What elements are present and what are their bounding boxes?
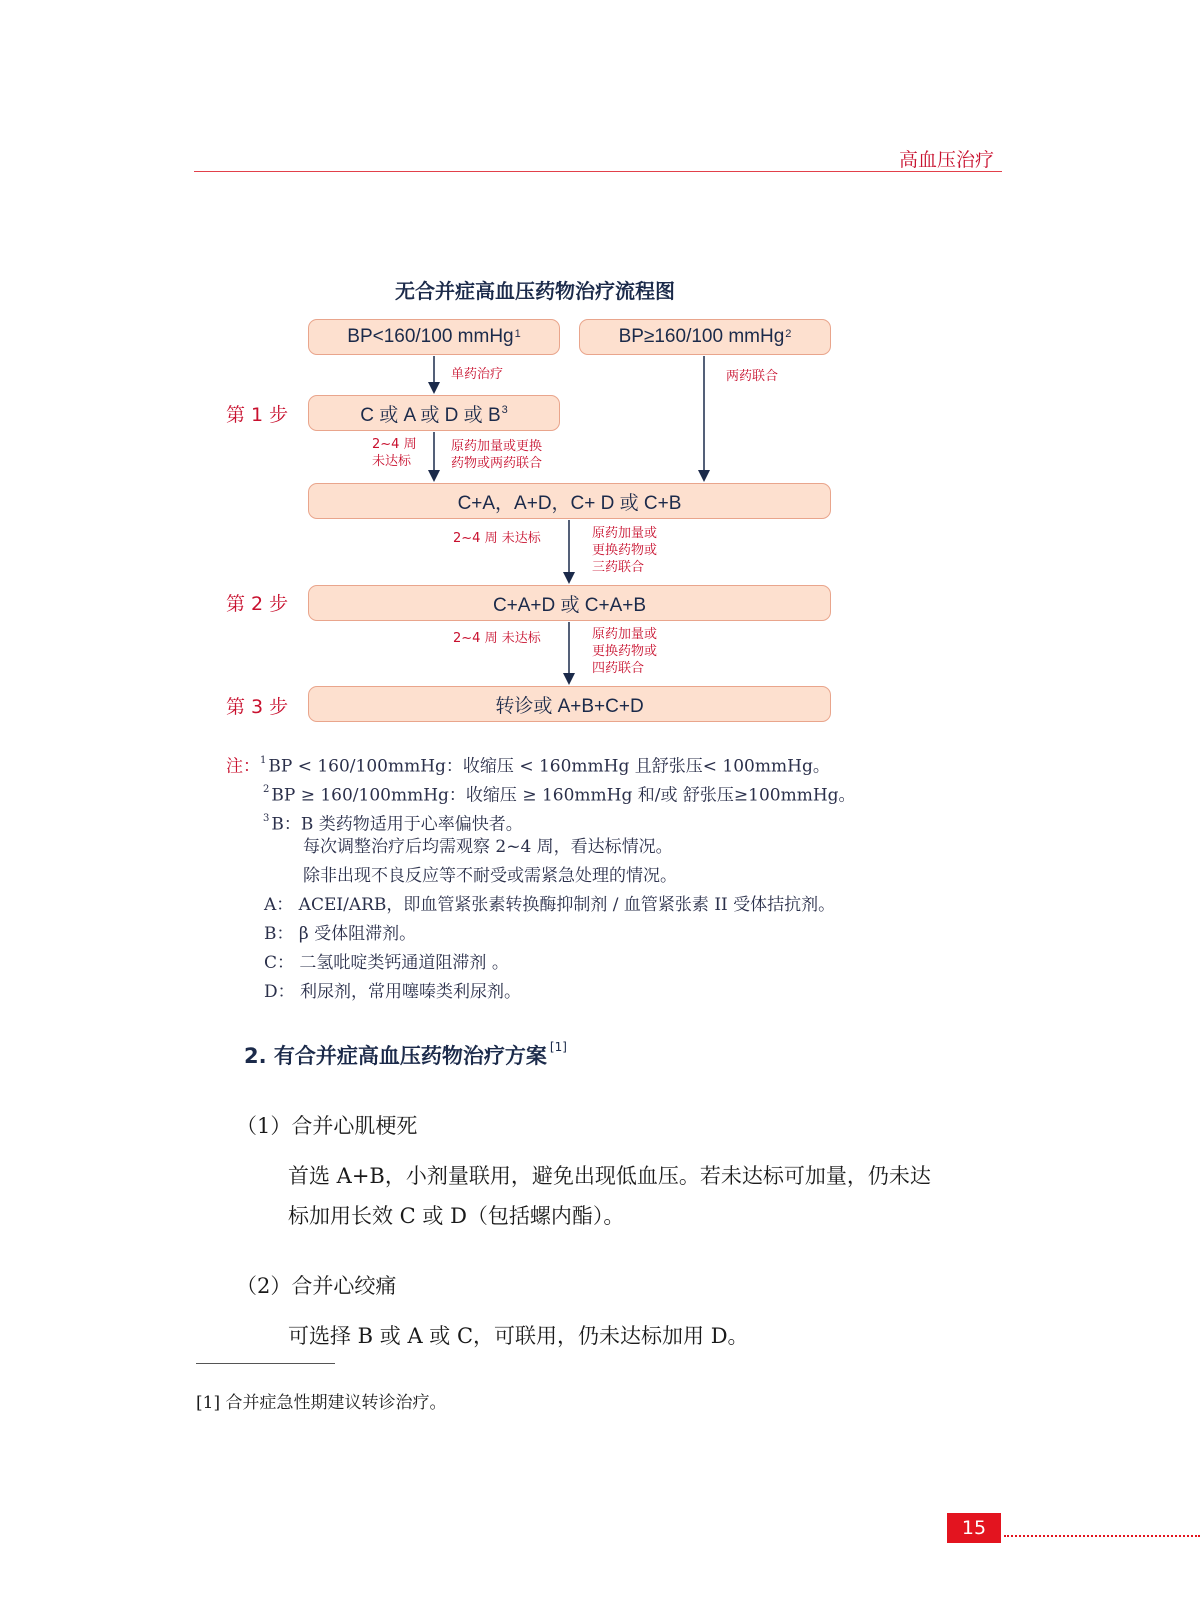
subsection-2-title: （2）合并心绞痛 <box>236 1274 397 1298</box>
label-weeks1-l2: 未达标 <box>372 454 412 469</box>
note-4: 每次调整治疗后均需观察 2~4 周，看达标情况。 <box>303 837 673 857</box>
note-2-sup: 2 <box>263 784 270 795</box>
footnote-rule <box>196 1363 335 1364</box>
paragraph-2: 可选择 B 或 A 或 C，可联用，仍未达标加用 D。 <box>288 1324 749 1348</box>
label-mono: 单药治疗 <box>451 367 504 382</box>
paragraph-1 <box>288 1156 931 1236</box>
label-adjust3-l1: 原药加量或 <box>592 627 658 642</box>
note-lead: 注： <box>226 756 260 777</box>
subsection-1-title: （1）合并心肌梗死 <box>236 1114 418 1138</box>
note-1-text: BP < 160/100mmHg：收缩压 < 160mmHg 且舒张压< 100mmHg。 <box>268 756 830 777</box>
note-b: B： β 受体阻滞剂。 <box>264 924 417 944</box>
step-2-label: 第 2 步 <box>226 593 289 615</box>
box-bp-high-text: BP≥160/100 mmHg <box>618 326 785 347</box>
label-adjust2-l1: 原药加量或 <box>592 526 658 541</box>
step-3-label: 第 3 步 <box>226 696 289 718</box>
flowchart-title: 无合并症高血压药物治疗流程图 <box>395 279 675 303</box>
label-adjust1-l2: 药物或两药联合 <box>451 456 543 471</box>
note-2-text: BP ≥ 160/100mmHg：收缩压 ≥ 160mmHg 和/或 舒张压≥100mmHg。 <box>271 785 856 806</box>
label-adjust2-l2: 更换药物或 <box>592 543 658 558</box>
page-number: 15 <box>947 1513 1001 1543</box>
label-dual: 两药联合 <box>726 369 779 384</box>
note-5: 除非出现不良反应等不耐受或需紧急处理的情况。 <box>303 866 677 886</box>
note-1-sup: 1 <box>260 755 267 766</box>
section-title-text: 2. 有合并症高血压药物治疗方案 <box>244 1044 547 1068</box>
note-3-sup: 3 <box>263 813 270 824</box>
label-adjust1 <box>451 438 542 472</box>
box-step2-text: C+A+D 或 C+A+B <box>492 594 647 616</box>
paragraph-1-line-1: 首选 A+B，小剂量联用，避免出现低血压。若未达标可加量，仍未达 <box>288 1164 931 1188</box>
label-adjust3-l3: 四药联合 <box>592 661 645 676</box>
label-weeks3: 2~4 周 未达标 <box>453 631 541 646</box>
label-weeks1 <box>372 436 417 470</box>
section-title-ref: [1] <box>549 1040 567 1054</box>
note-c: C： 二氢吡啶类钙通道阻滞剂 。 <box>264 953 509 973</box>
page-number-dotted-line <box>1004 1535 1200 1537</box>
label-adjust3-l2: 更换药物或 <box>592 644 658 659</box>
label-weeks2: 2~4 周 未达标 <box>453 531 541 546</box>
label-adjust3 <box>592 626 657 677</box>
note-a: A： ACEI/ARB，即血管紧张素转换酶抑制剂 / 血管紧张素 II 受体拮抗剂。 <box>264 895 836 915</box>
section-title <box>244 1040 567 1070</box>
box-bp-low-text: BP<160/100 mmHg <box>347 326 514 347</box>
box-step1-text: C 或 A 或 D 或 B <box>360 404 501 426</box>
running-header: 高血压治疗 <box>898 149 994 171</box>
box-bp-low-sup: 1 <box>514 328 521 340</box>
note-d: D： 利尿剂，常用噻嗪类利尿剂。 <box>264 982 522 1002</box>
step-1-label: 第 1 步 <box>226 404 289 426</box>
label-adjust2-l3: 三药联合 <box>592 560 645 575</box>
box-step3-text: 转诊或 A+B+C+D <box>495 695 644 717</box>
label-adjust2 <box>592 525 657 576</box>
paragraph-1-line-2: 标加用长效 C 或 D（包括螺内酯）。 <box>288 1204 625 1228</box>
box-bp-high-sup: 2 <box>785 328 792 340</box>
note-3-text: B：B 类药物适用于心率偏快者。 <box>271 814 523 835</box>
label-weeks1-l1: 2~4 周 <box>372 437 417 452</box>
footnote: [1] 合并症急性期建议转诊治疗。 <box>196 1393 447 1413</box>
box-step1-sup: 3 <box>501 404 508 416</box>
label-adjust1-l1: 原药加量或更换 <box>451 439 543 454</box>
box-two-drug-combo-text: C+A，A+D，C+ D 或 C+B <box>457 492 682 514</box>
